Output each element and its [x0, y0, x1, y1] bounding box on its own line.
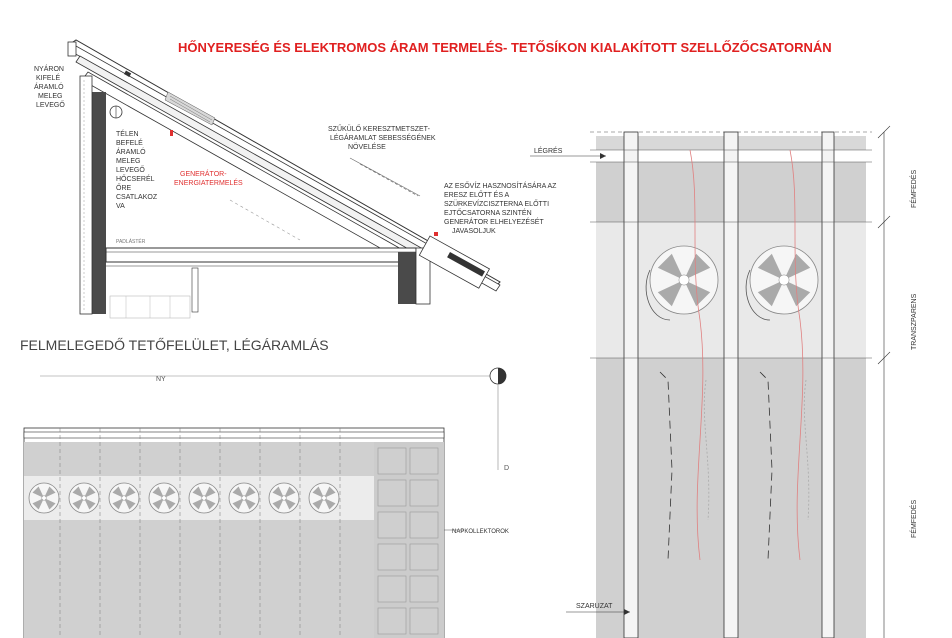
svg-text:AZ ESŐVÍZ HASZNOSÍTÁSÁRA AZ: AZ ESŐVÍZ HASZNOSÍTÁSÁRA AZ [444, 183, 557, 190]
svg-text:ŐRE: ŐRE [116, 185, 132, 192]
rainwater-label [444, 181, 557, 235]
svg-text:BEFELÉ: BEFELÉ [116, 140, 143, 147]
right-wall [398, 252, 416, 304]
svg-text:SZÜRKEVÍZCISZTERNA ELŐTTI: SZÜRKEVÍZCISZTERNA ELŐTTI [444, 201, 550, 208]
svg-text:CSATLAKOZ: CSATLAKOZ [116, 194, 158, 201]
attic-label: PADLÁSTÉR [116, 239, 146, 245]
svg-text:SZŰKÜLŐ KERESZTMETSZET-: SZŰKÜLŐ KERESZTMETSZET- [328, 126, 430, 133]
svg-text:ENERGIATERMELÉS: ENERGIATERMELÉS [174, 180, 243, 187]
metal-top-label: FÉMFEDÉS [911, 169, 918, 208]
fan-icon [650, 246, 718, 314]
channel-detail [590, 126, 890, 638]
left-wall [92, 92, 106, 314]
svg-text:MELEG: MELEG [38, 93, 63, 100]
svg-text:JAVASOLJUK: JAVASOLJUK [452, 228, 496, 235]
svg-text:ÁRAMLÓ: ÁRAMLÓ [116, 149, 146, 156]
west-label: NY [156, 376, 166, 383]
summer-air-label [34, 64, 65, 109]
svg-text:VA: VA [116, 203, 125, 210]
narrowing-label [328, 124, 436, 151]
generator-label [174, 169, 243, 187]
fan-icon [269, 483, 299, 513]
fan-icon [109, 483, 139, 513]
svg-text:KIFELÉ: KIFELÉ [36, 75, 61, 82]
rafter-label: SZARUZAT [576, 603, 613, 610]
fan-icon [309, 483, 339, 513]
fan-icon [750, 246, 818, 314]
fan-icon [29, 483, 59, 513]
solar-collector-label: NAPKOLLEKTOROK [452, 529, 509, 535]
transparent-label: TRANSZPARENS [911, 293, 918, 350]
svg-text:GENERÁTOR ELHELYEZÉSÉT: GENERÁTOR ELHELYEZÉSÉT [444, 219, 544, 226]
section-heading: FELMELEGEDŐ TETŐFELÜLET, LÉGÁRAMLÁS [20, 337, 329, 353]
metal-bottom-label: FÉMFEDÉS [911, 499, 918, 538]
svg-text:LÉGÁRAMLAT SEBESSÉGÉNEK: LÉGÁRAMLAT SEBESSÉGÉNEK [330, 135, 436, 142]
svg-text:GENERÁTOR-: GENERÁTOR- [180, 171, 227, 178]
svg-text:LEVEGŐ: LEVEGŐ [36, 102, 65, 109]
svg-text:TÉLEN: TÉLEN [116, 131, 139, 138]
south-label: D [504, 465, 510, 472]
svg-text:HŐCSERÉL: HŐCSERÉL [116, 176, 155, 183]
fan-icon [149, 483, 179, 513]
fan-icon [229, 483, 259, 513]
winter-air-label [116, 129, 158, 210]
svg-text:LEVEGŐ: LEVEGŐ [116, 167, 145, 174]
svg-text:NYÁRON: NYÁRON [34, 66, 64, 73]
fan-icon [69, 483, 99, 513]
svg-text:NÖVELÉSE: NÖVELÉSE [348, 144, 386, 151]
svg-text:MELEG: MELEG [116, 158, 141, 165]
fan-icon [189, 483, 219, 513]
air-gap-label: LÉGRÉS [534, 148, 563, 155]
drawing-title: HŐNYERESÉG ÉS ELEKTROMOS ÁRAM TERMELÉS- TETŐSÍKON KIALAKÍTOTT SZELLŐZŐCSATORNÁN [178, 40, 832, 55]
svg-text:ÁRAMLÓ: ÁRAMLÓ [34, 84, 64, 91]
svg-text:ERESZ ELŐTT ÉS A: ERESZ ELŐTT ÉS A [444, 192, 510, 199]
svg-text:EJTŐCSATORNA SZINTÉN: EJTŐCSATORNA SZINTÉN [444, 210, 532, 217]
dimension-line [878, 126, 890, 638]
air-gap-pointer [530, 146, 606, 159]
ceiling-slab [106, 248, 416, 262]
roof-plan [24, 428, 444, 638]
